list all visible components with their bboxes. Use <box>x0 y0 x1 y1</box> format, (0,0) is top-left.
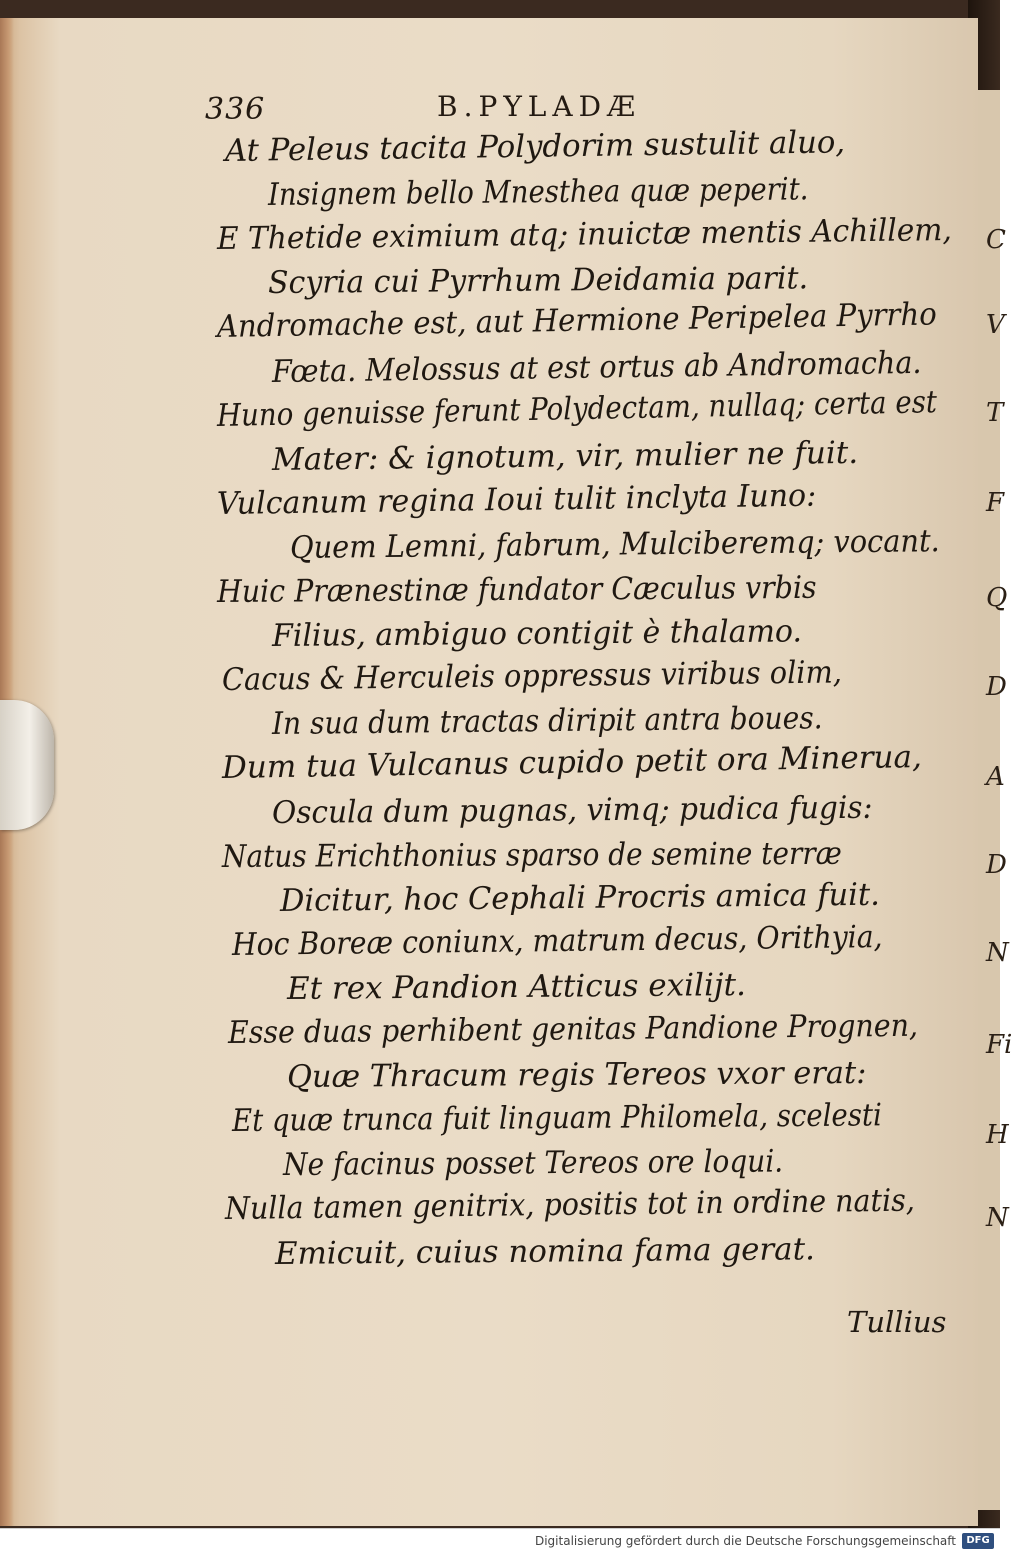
verse-line: Cacus & Herculeis oppressus viribus olim, <box>221 654 843 698</box>
verse-line: Et quæ trunca fuit linguam Philomela, scelesti <box>231 1097 882 1139</box>
verse-line: Scyria cui Pyrrhum Deidamia parit. <box>267 260 809 301</box>
facing-page-letter: N <box>986 1203 1009 1233</box>
page-number: 336 <box>205 92 266 127</box>
footer-bar <box>0 1528 1000 1554</box>
verse-line: E Thetide eximium atq; inuictæ mentis Achillem, <box>216 212 953 257</box>
verse-line: At Peleus tacita Polydorim sustulit aluo, <box>224 124 846 169</box>
verse-line: Dum tua Vulcanus cupido petit ora Minerua, <box>221 739 923 786</box>
dfg-logo: DFG <box>962 1533 994 1549</box>
facing-page-edge <box>978 90 1000 1510</box>
verse-line: Vulcanum regina Ioui tulit inclyta Iuno: <box>216 477 817 522</box>
facing-page-letter: A <box>986 762 1005 792</box>
verse-line: Hoc Boreæ coniunx, matrum decus, Orithyia, <box>231 919 883 963</box>
facing-page-letter: C <box>986 225 1006 255</box>
running-head: B.PYLADÆ <box>437 90 642 123</box>
verse-line: Oscula dum pugnas, vimq; pudica fugis: <box>271 789 873 831</box>
verse-line: Emicuit, cuius nomina fama gerat. <box>274 1231 816 1272</box>
verse-line: Natus Erichthonius sparso de semine terræ <box>221 835 842 875</box>
verse-line: Andromache est, aut Hermione Peripelea Pyrrho <box>216 296 938 345</box>
facing-page-letter: Fi <box>986 1030 1012 1060</box>
verse-line: Ne facinus posset Tereos ore loqui. <box>282 1143 784 1183</box>
verse-line: Insignem bello Mnesthea quæ peperit. <box>267 171 809 213</box>
facing-page-letter: D <box>986 850 1007 880</box>
verse-line: Huno genuisse ferunt Polydectam, nullaq; certa est <box>216 384 938 434</box>
verse-line: In sua dum tractas diripit antra boues. <box>271 700 823 742</box>
facing-page-letter: D <box>986 672 1007 702</box>
facing-page-letter: V <box>986 310 1005 340</box>
verse-line: Dicitur, hoc Cephali Procris amica fuit. <box>279 876 880 919</box>
facing-page-letter: H <box>986 1120 1009 1150</box>
verse-line: Esse duas perhibent genitas Pandione Prognen, <box>227 1007 919 1051</box>
verse-line: Mater: & ignotum, vir, mulier ne fuit. <box>271 434 859 478</box>
verse-line: Nulla tamen genitrix, positis tot in ordine natis, <box>224 1182 916 1227</box>
facing-page-letter: N <box>986 938 1009 968</box>
catchword: Tullius <box>847 1305 947 1339</box>
verse-line: Et rex Pandion Atticus exilijt. <box>286 966 746 1007</box>
facing-page-letter: F <box>986 488 1005 518</box>
facing-page-letter: T <box>986 398 1004 428</box>
verse-line: Quem Lemni, fabrum, Mulciberemq; vocant. <box>289 523 940 566</box>
funding-credit: Digitalisierung gefördert durch die Deutsche Forschungsgemeinschaft <box>534 1534 956 1548</box>
verse-line: Fœta. Melossus at est ortus ab Andromacha. <box>271 344 922 390</box>
verse-line: Quæ Thracum regis Tereos vxor erat: <box>286 1054 867 1095</box>
facing-page-letter: Q <box>986 583 1008 613</box>
verse-line: Filius, ambiguo contigit è thalamo. <box>271 613 803 654</box>
verse-line: Huic Prænestinæ fundator Cæculus vrbis <box>216 569 817 610</box>
